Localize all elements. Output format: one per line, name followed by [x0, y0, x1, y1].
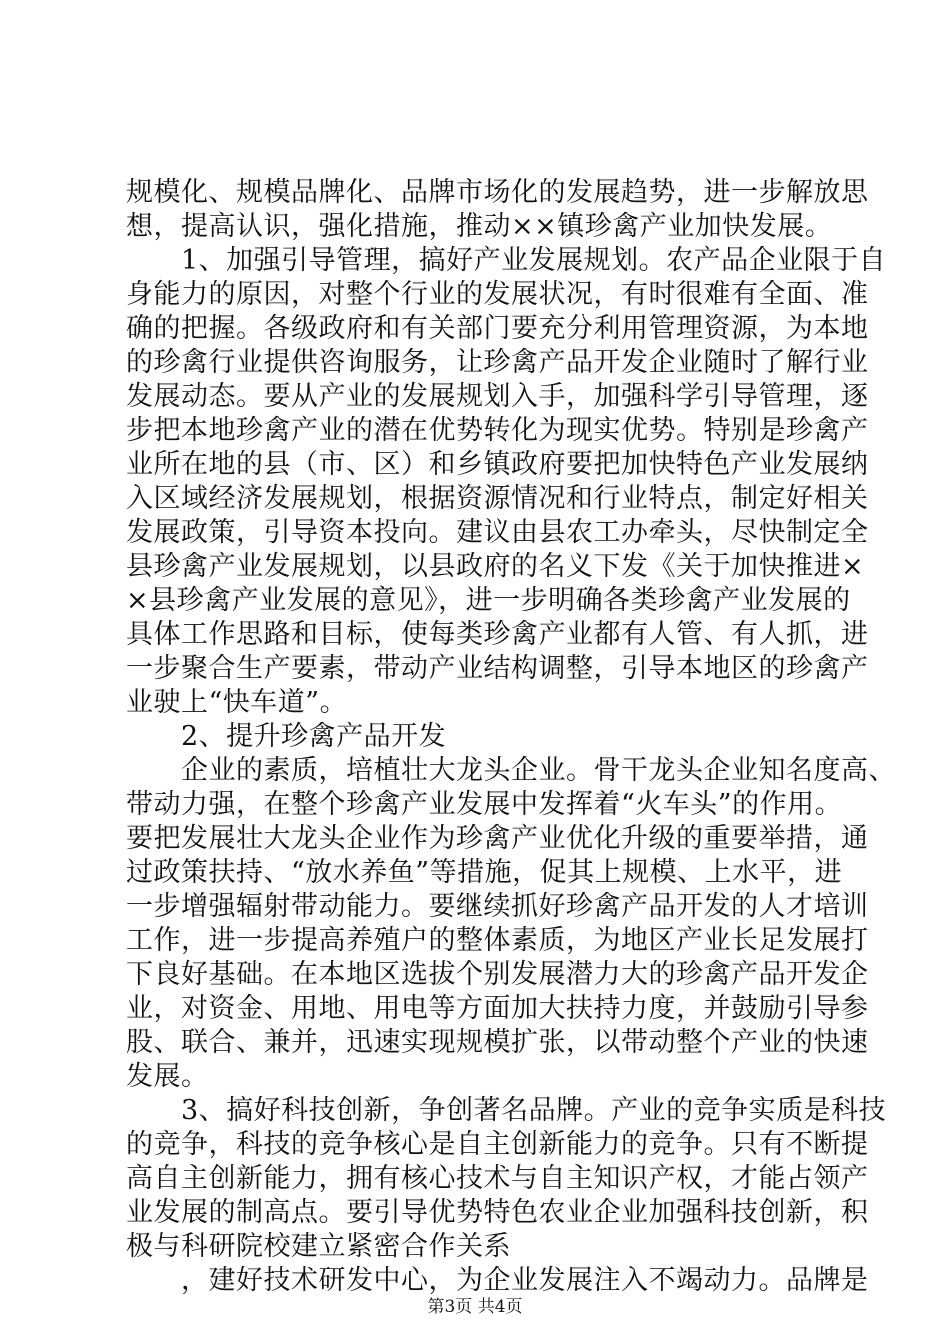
text-line: 带动力强，在整个珍禽产业发展中发挥着“火车头”的作用。: [126, 789, 843, 820]
text-line: 具体工作思路和目标，使每类珍禽产业都有人管、有人抓，进: [126, 619, 869, 650]
text-line: 极与科研院校建立紧密合作关系: [126, 1231, 511, 1262]
text-line: 规模化、规模品牌化、品牌市场化的发展趋势，进一步解放思: [126, 177, 869, 208]
text-line: 业发展的制高点。要引导优势特色农业企业加强科技创新，积: [126, 1197, 869, 1228]
text-line: 1、加强引导管理，搞好产业发展规划。农产品企业限于自: [126, 245, 887, 276]
text-line: 想，提高认识，强化措施，推动××镇珍禽产业加快发展。: [126, 211, 833, 242]
page-number-footer: 第3页 共4页: [427, 1297, 523, 1317]
text-line: 发展政策，引导资本投向。建议由县农工办牵头，尽快制定全: [126, 517, 869, 548]
text-line: 身能力的原因，对整个行业的发展状况，有时很难有全面、准: [126, 279, 869, 310]
text-line: 业，对资金、用地、用电等方面加大扶持力度，并鼓励引导参: [126, 993, 869, 1024]
text-line: 要把发展壮大龙头企业作为珍禽产业优化升级的重要举措，通: [126, 823, 869, 854]
text-line: ×县珍禽产业发展的意见》，进一步明确各类珍禽产业发展的: [126, 585, 851, 616]
text-line: 确的把握。各级政府和有关部门要充分利用管理资源，为本地: [126, 313, 869, 344]
text-line: 过政策扶持、“放水养鱼”等措施，促其上规模、上水平，进: [126, 857, 843, 888]
text-line: 业驶上“快车道”。: [126, 687, 348, 718]
text-line: 业所在地的县（市、区）和乡镇政府要把加快特色产业发展纳: [126, 449, 869, 480]
text-line: 的竞争，科技的竞争核心是自主创新能力的竞争。只有不断提: [126, 1129, 869, 1160]
body-text: [126, 176, 896, 1298]
text-line: 3、搞好科技创新，争创著名品牌。产业的竞争实质是科技: [126, 1095, 887, 1126]
text-line: 发展动态。要从产业的发展规划入手，加强科学引导管理，逐: [126, 381, 869, 412]
section-heading: 2、提升珍禽产品开发: [126, 721, 447, 752]
text-line: 县珍禽产业发展规划，以县政府的名义下发《关于加快推进×: [126, 551, 865, 582]
text-line: 股、联合、兼并，迅速实现规模扩张，以带动整个产业的快速: [126, 1027, 869, 1058]
text-line: ，建好技术研发中心，为企业发展注入不竭动力。品牌是: [126, 1265, 869, 1296]
text-line: 下良好基础。在本地区选拔个别发展潜力大的珍禽产品开发企: [126, 959, 869, 990]
text-line: 的珍禽行业提供咨询服务，让珍禽产品开发企业随时了解行业: [126, 347, 869, 378]
text-line: 工作，进一步提高养殖户的整体素质，为地区产业长足发展打: [126, 925, 869, 956]
text-line: 一步增强辐射带动能力。要继续抓好珍禽产品开发的人才培训: [126, 891, 869, 922]
text-line: 一步聚合生产要素，带动产业结构调整，引导本地区的珍禽产: [126, 653, 869, 684]
text-line: 步把本地珍禽产业的潜在优势转化为现实优势。特别是珍禽产: [126, 415, 869, 446]
text-line: 高自主创新能力，拥有核心技术与自主知识产权，才能占领产: [126, 1163, 869, 1194]
text-line: 企业的素质，培植壮大龙头企业。骨干龙头企业知名度高、: [126, 755, 896, 786]
text-line: 发展。: [126, 1061, 209, 1092]
text-line: 入区域经济发展规划，根据资源情况和行业特点，制定好相关: [126, 483, 869, 514]
